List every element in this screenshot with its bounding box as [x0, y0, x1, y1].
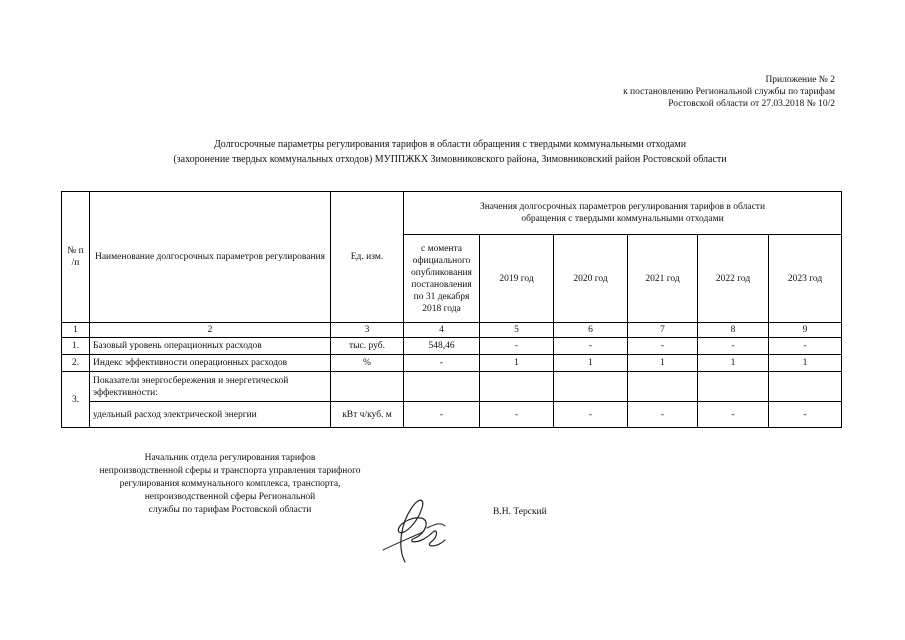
row-num: 1. [62, 338, 90, 355]
header-values-group [404, 192, 842, 235]
row-value: 1 [628, 355, 698, 372]
column-number: 8 [698, 323, 769, 338]
row-value: 1 [698, 355, 769, 372]
row-unit: % [331, 355, 404, 372]
row-value: - [698, 338, 769, 355]
row-value: 1 [480, 355, 554, 372]
row-value: 548,46 [404, 338, 480, 355]
signer-line: службы по тарифам Ростовской области [148, 505, 312, 515]
header-2021: 2021 год [628, 235, 698, 323]
document-title [60, 137, 840, 167]
header-num: № п /п [62, 192, 90, 323]
column-number: 9 [769, 323, 842, 338]
row-value: - [404, 402, 480, 428]
signer-name: В.Н. Терский [493, 507, 547, 517]
signer-line: непроизводственной сферы и транспорта управления тарифного [99, 466, 361, 476]
header-period-first: с момента официального опубликования постановления по 31 декабря 2018 года [404, 235, 480, 323]
appendix-resolution: к постановлению Региональной службы по тарифам [623, 87, 835, 97]
row-value: - [480, 338, 554, 355]
header-2019: 2019 год [480, 235, 554, 323]
table-row [62, 402, 842, 428]
signer-line: регулирования коммунального комплекса, транспорта, [119, 479, 341, 489]
row-value: - [404, 355, 480, 372]
row-unit: кВт ч/куб. м [331, 402, 404, 428]
row-name: удельный расход электрической энергии [90, 402, 331, 428]
header-values-group-text: Значения долгосрочных параметров регулирования тарифов в области обращения с твердыми коммунальными отходами [479, 202, 766, 224]
row-value: - [698, 402, 769, 428]
row-value: 1 [554, 355, 628, 372]
row-value: - [554, 402, 628, 428]
signer-line: непроизводственной сферы Региональной [144, 492, 316, 502]
empty-cell [554, 372, 628, 402]
header-2023: 2023 год [769, 235, 842, 323]
empty-cell [769, 372, 842, 402]
row-num: 3. [62, 372, 90, 428]
column-number: 3 [331, 323, 404, 338]
row-unit: тыс. руб. [331, 338, 404, 355]
row-value: - [628, 402, 698, 428]
empty-cell [480, 372, 554, 402]
parameters-table [61, 191, 842, 428]
table-row [62, 338, 842, 355]
row-num: 2. [62, 355, 90, 372]
signer-line: Начальник отдела регулирования тарифов [144, 453, 316, 463]
column-number: 6 [554, 323, 628, 338]
empty-cell [404, 372, 480, 402]
row-name: Индекс эффективности операционных расходов [90, 355, 331, 372]
column-number: 4 [404, 323, 480, 338]
header-unit: Ед. изм. [331, 192, 404, 323]
row-value: - [554, 338, 628, 355]
appendix-date: Ростовской области от 27.03.2018 № 10/2 [668, 99, 835, 109]
header-2020: 2020 год [554, 235, 628, 323]
row-value: 1 [769, 355, 842, 372]
column-number: 7 [628, 323, 698, 338]
table-row [62, 355, 842, 372]
empty-cell [628, 372, 698, 402]
row-value: - [480, 402, 554, 428]
row-name: Базовый уровень операционных расходов [90, 338, 331, 355]
column-number: 5 [480, 323, 554, 338]
column-number: 2 [90, 323, 331, 338]
row-name: Показатели энергосбережения и энергетической эффективности: [90, 372, 331, 402]
table-row [62, 372, 842, 402]
appendix-number: Приложение № 2 [765, 75, 835, 85]
row-value: - [769, 402, 842, 428]
title-line-1: Долгосрочные параметры регулирования тарифов в области обращения с твердыми коммунальными отходами [213, 139, 687, 150]
row-value: - [628, 338, 698, 355]
empty-cell [331, 372, 404, 402]
title-line-2: (захоронение твердых коммунальных отходов) МУППЖКХ Зимовниковского района, Зимовниковский район Ростовской области [173, 154, 727, 165]
appendix-reference [535, 74, 835, 110]
column-numbers-row [62, 323, 842, 338]
handwritten-signature [375, 492, 465, 567]
header-name: Наименование долгосрочных параметров регулирования [90, 192, 331, 323]
column-number: 1 [62, 323, 90, 338]
row-value: - [769, 338, 842, 355]
signer-position [75, 452, 385, 517]
header-2022: 2022 год [698, 235, 769, 323]
empty-cell [698, 372, 769, 402]
